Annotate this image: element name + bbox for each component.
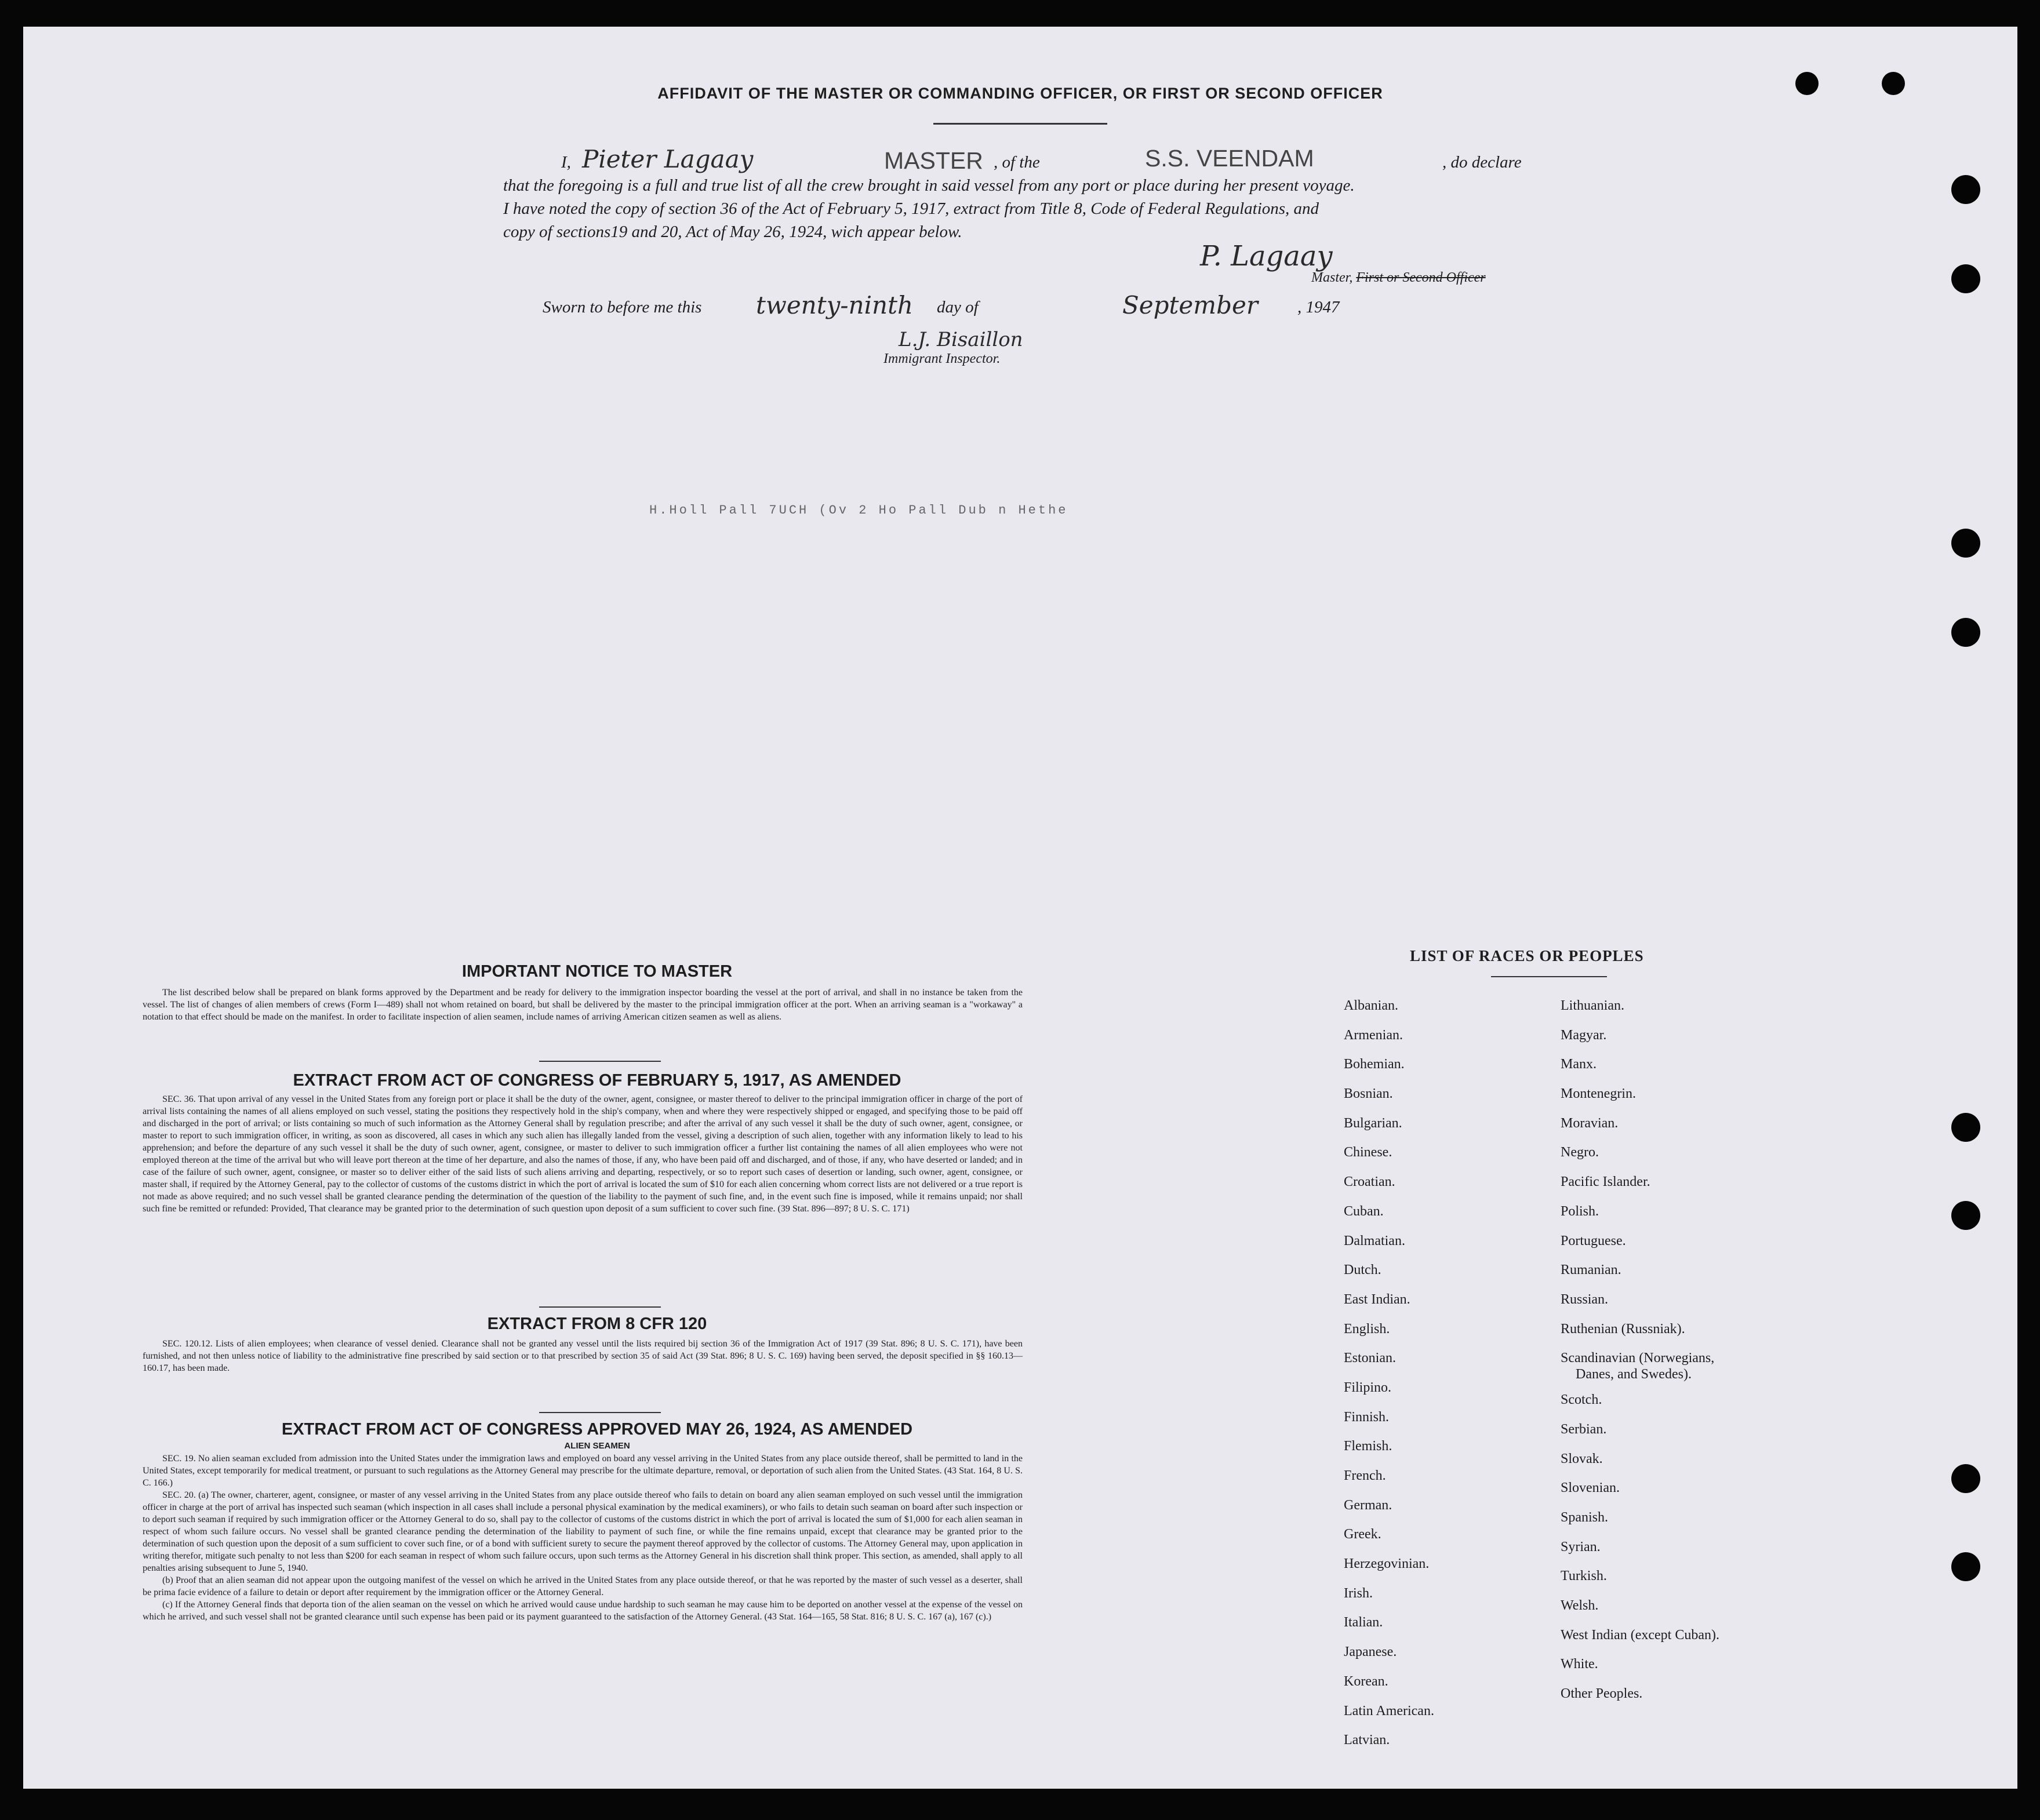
of-the-label: , of the xyxy=(994,153,1040,172)
race-item: Syrian. xyxy=(1561,1539,1601,1555)
day-of-label: day of xyxy=(937,298,979,316)
declaration-prefix: I, xyxy=(561,153,571,172)
race-item: Moravian. xyxy=(1561,1115,1619,1131)
punch-hole-5 xyxy=(1951,529,1980,558)
sworn-year: , 1947 xyxy=(1297,298,1340,316)
race-item: Irish. xyxy=(1344,1585,1373,1601)
declaration-line-2: that the foregoing is a full and true list of all the crew brought in said vessel from any port or place during her present voyage. xyxy=(503,176,1355,195)
race-item: Dalmatian. xyxy=(1344,1233,1405,1248)
race-item: Scandinavian (Norwegians, xyxy=(1561,1351,1715,1366)
race-item: Greek. xyxy=(1344,1527,1381,1542)
race-item: Cuban. xyxy=(1344,1203,1384,1219)
extract-cfr-body xyxy=(143,1338,1023,1374)
race-item: Dutch. xyxy=(1344,1262,1381,1278)
punch-hole-9 xyxy=(1951,1464,1980,1493)
punch-hole-3 xyxy=(1951,175,1980,204)
signer-title-master: Master, xyxy=(1311,270,1353,285)
declaration-line-3: I have noted the copy of section 36 of the Act of February 5, 1917, extract from Title 8, Code of Federal Regulations, and xyxy=(503,199,1319,218)
extract-1924-body xyxy=(143,1453,1023,1623)
section-20a-paragraph: SEC. 20. (a) The owner, charterer, agent, consignee, or master of any vessel arriving in the United States from any place outside thereof who fails to detain on board any alien seaman employed on such vessel until the immigration officer in charge at the port of arrival has inspected such seaman (which inspection in all cases shall include a personal physical examination by the medical examiners), or who fails to detain such seaman on board after such inspection or to deport such seaman if required by such immigration officer or the Attorney General to do so, shall pay to the collector of customs of the customs district in which the port of arrival is located the sum of $1,000 for each alien seaman in respect of whom such failure occurs. No vessel shall be granted clearance pending the determination of the liability to payment of such fine, or while the fine remains unpaid, except that clearance may be granted prior to the determination of such question upon the deposit of a sum sufficient to cover such fine, or of a bond with sufficient surety to secure the payment thereof approved by the collector of customs. The Attorney General may, upon application in writing therefor, mitigate such penalty to not less than $200 for each seaman in respect of whom such failure occurs, upon such terms as the Attorney General in his discretion shall think proper. This section, as amended, shall apply to all penalties arising subsequent to June 5, 1940. xyxy=(143,1490,1023,1573)
races-right-column xyxy=(1561,998,1804,1716)
race-item: Pacific Islander. xyxy=(1561,1174,1650,1190)
section-19-paragraph: SEC. 19. No alien seaman excluded from admission into the United States under the immigration laws and employed on board any vessel arriving in the United States from any place outside thereof, shall be permitted to land in the United States, except temporarily for medical treatment, or pursuant to such regulations as the Attorney General may prescribe for the ultimate departure, removal, or deportation of such alien from the United States. (43 Stat. 164, 8 U. S. C. 166.) xyxy=(143,1454,1023,1488)
punch-hole-6 xyxy=(1951,618,1980,647)
race-item: White. xyxy=(1561,1657,1598,1672)
race-item: Herzegovinian. xyxy=(1344,1556,1430,1572)
extract-1917-body xyxy=(143,1093,1023,1215)
race-item: Italian. xyxy=(1344,1615,1383,1630)
punch-hole-10 xyxy=(1951,1552,1980,1581)
notice-paragraph: The list described below shall be prepared on blank forms approved by the Department and be ready for delivery to the immigration inspector boarding the vessel at the port of arrival, and shall in no instance be taken from the vessel. The list of changes of alien members of crews (Form I—489) shall not whom retained on board, but shall be delivered by the master to the principal immigration officer at the port. When an arriving seaman is a "workaway" a notation to that effect should be made on the manifest. In order to facilitate inspection of alien seamen, include names of arriving American citizen seamen as well as aliens. xyxy=(143,988,1023,1022)
race-item: Other Peoples. xyxy=(1561,1686,1643,1702)
section-20b-paragraph: (b) Proof that an alien seaman did not appear upon the outgoing manifest of the vessel on which he arrived in the United States from any place outside thereof, or that he was reported by the master of such vessel as a deserter, shall be prima facie evidence of a failure to detain or deport after requirement by the immigration officer or the Attorney General. xyxy=(143,1575,1023,1597)
vessel-name-typed: S.S. VEENDAM xyxy=(1145,145,1314,172)
races-title: LIST OF RACES OR PEOPLES xyxy=(1410,947,1644,964)
affidavit-title: AFFIDAVIT OF THE MASTER OR COMMANDING OFFICER, OR FIRST OR SECOND OFFICER xyxy=(657,85,1383,102)
title-rule xyxy=(933,123,1107,125)
race-item: Latvian. xyxy=(1344,1732,1390,1748)
race-item: Bosnian. xyxy=(1344,1086,1393,1102)
sworn-prefix: Sworn to before me this xyxy=(543,298,702,316)
section-120-paragraph: SEC. 120.12. Lists of alien employees; when clearance of vessel denied. Clearance shall not be granted any vessel until the lists required bij section 36 of the Immigration Act of 1917 (39 Stat. 896; 8 U. S. C. 171), have been furnished, and not then unless notice of liability to the administrative fine prescribed by said section or to that prescribed by section 35 of said Act (39 Stat. 896; 8 U. S. C. 169) having been served, the deposit specified in §§ 160.13—160.17, has been made. xyxy=(143,1339,1023,1373)
notice-title: IMPORTANT NOTICE TO MASTER xyxy=(461,962,733,981)
race-item: Korean. xyxy=(1344,1673,1388,1689)
race-item: Russian. xyxy=(1561,1291,1609,1307)
race-item: Turkish. xyxy=(1561,1568,1607,1584)
do-declare-label: , do declare xyxy=(1442,153,1522,172)
punch-hole-8 xyxy=(1951,1201,1980,1230)
document-page xyxy=(23,27,2017,1789)
race-item: Latin American. xyxy=(1344,1703,1434,1719)
race-item: Welsh. xyxy=(1561,1598,1599,1614)
race-item: French. xyxy=(1344,1468,1386,1483)
extract-1917-rule xyxy=(539,1306,661,1308)
master-name: Pieter Lagaay xyxy=(582,145,754,173)
race-item: Magyar. xyxy=(1561,1027,1607,1043)
punch-hole-7 xyxy=(1951,1113,1980,1142)
rank-typed: MASTER xyxy=(884,147,983,174)
inspector-signature: L.J. Bisaillon xyxy=(899,328,1023,351)
races-left-column xyxy=(1344,998,1529,1762)
race-item: Montenegrin. xyxy=(1561,1086,1636,1102)
race-item: Chinese. xyxy=(1344,1145,1392,1160)
race-item: Spanish. xyxy=(1561,1510,1609,1525)
race-item: Ruthenian (Russniak). xyxy=(1561,1321,1685,1337)
declaration-line-4: copy of sections19 and 20, Act of May 26, 1924, wich appear below. xyxy=(503,223,962,241)
sworn-day: twenty-ninth xyxy=(756,291,913,319)
race-item: German. xyxy=(1344,1497,1392,1513)
punch-hole-4 xyxy=(1951,264,1980,293)
race-item: Scotch. xyxy=(1561,1392,1602,1408)
race-item: West Indian (except Cuban). xyxy=(1561,1627,1719,1643)
sworn-month: September xyxy=(1122,291,1258,319)
race-item: Negro. xyxy=(1561,1145,1599,1160)
sworn-line xyxy=(543,291,1412,332)
notice-body xyxy=(143,987,1023,1023)
races-rule xyxy=(1491,976,1607,977)
race-item: Flemish. xyxy=(1344,1439,1392,1454)
race-item: Finnish. xyxy=(1344,1409,1390,1425)
race-item: Slovenian. xyxy=(1561,1480,1620,1496)
section-36-paragraph: SEC. 36. That upon arrival of any vessel in the United States from any foreign port or place it shall be the duty of the owner, agent, consignee, or master thereof to deliver to the principal immigration officer in charge of the port of arrival lists containing the names of all aliens employed on such vessel, stating the positions they respectively hold in the ship's company, when and where they were respectively shipped or engaged, and specifying those to be paid off and discharged in the port of arrival; or lists containing so much of such information as the Attorney General shall by regulation prescribe; and after the arrival of any such vessel it shall be the duty of such owner, agent, consignee, or master to report to such immigration officer, in writing, as soon as discovered, all cases in which any such alien has illegally landed from the vessel, giving a description of such alien, together with any information likely to lead to his apprehension; and before the departure of any such vessel it shall be the duty of such owner, agent, consignee, or master to deliver to such immigration officer a further list containing the names of all alien employees who were not employed thereon at the time of the arrival but who will leave port thereon at the time of her departure, and also the names of those, if any, who have been paid off and discharged, and of those, if any, who have deserted or landed; and in case of the failure of such owner, agent, consignee, or master so to deliver either of the said lists of such aliens arriving and departing, respectively, or so to report such cases of desertion or landing, such owner, agent, consignee, or master shall, if required by the Attorney General, pay to the collector of customs of the customs district in which the port of arrival is located the sum of $10 for each alien concerning whom correct lists are not delivered or a true report is not made as above required; and no such vessel shall be granted clearance pending the determination of the question of the liability to the payment of such fine, and, in the event such fine is imposed, while it remains unpaid; nor shall such fine be remitted or refunded: Provided, That clearance may be granted prior to the determination of such question upon deposit of a sum sufficient to cover such fine. (39 Stat. 896—897; 8 U. S. C. 171) xyxy=(143,1094,1023,1214)
race-item: Bohemian. xyxy=(1344,1057,1405,1072)
race-item: Estonian. xyxy=(1344,1351,1396,1366)
race-item: English. xyxy=(1344,1321,1390,1337)
master-signature: P. Lagaay xyxy=(1200,240,1333,272)
inspector-title: Immigrant Inspector. xyxy=(883,351,1001,366)
section-20c-paragraph: (c) If the Attorney General finds that deporta tion of the alien seaman on the vessel on which he arrived would cause undue hardship to such seaman he may cause him to be deported on another vessel at the expense of the vessel on which he arrived, and such vessel shall not be granted clearance until such expense has been paid or its payment guaranteed to the satisfaction of the Attorney General. (43 Stat. 164—165, 58 Stat. 816; 8 U. S. C. 167 (a), 167 (c).) xyxy=(143,1600,1023,1622)
race-item: East Indian. xyxy=(1344,1291,1410,1307)
faint-bleed-text: H.Holl Pall 7UCH (Ov 2 Ho Pall Dub n Hethe xyxy=(649,503,1068,518)
race-item: Filipino. xyxy=(1344,1379,1392,1395)
race-item: Portuguese. xyxy=(1561,1233,1626,1248)
race-item: Japanese. xyxy=(1344,1644,1397,1660)
notice-rule xyxy=(539,1061,661,1062)
race-item: Albanian. xyxy=(1344,998,1398,1013)
extract-cfr-title: EXTRACT FROM 8 CFR 120 xyxy=(487,1315,707,1333)
extract-1924-title: EXTRACT FROM ACT OF CONGRESS APPROVED MAY 26, 1924, AS AMENDED xyxy=(281,1420,913,1439)
race-item: Rumanian. xyxy=(1561,1262,1621,1278)
race-item: Lithuanian. xyxy=(1561,998,1624,1013)
extract-1917-title: EXTRACT FROM ACT OF CONGRESS OF FEBRUARY 5, 1917, AS AMENDED xyxy=(293,1071,901,1090)
race-item: Slovak. xyxy=(1561,1451,1603,1466)
race-item: Serbian. xyxy=(1561,1421,1607,1437)
signer-title-struck: First or Second Officer xyxy=(1356,270,1486,285)
race-item: Manx. xyxy=(1561,1057,1597,1072)
extract-1924-subtitle: ALIEN SEAMEN xyxy=(564,1441,630,1451)
race-item: Danes, and Swedes). xyxy=(1576,1367,1692,1382)
signer-title xyxy=(1311,270,1486,286)
race-item: Bulgarian. xyxy=(1344,1115,1402,1131)
race-item: Croatian. xyxy=(1344,1174,1395,1190)
extract-cfr-rule xyxy=(539,1412,661,1413)
race-item: Polish. xyxy=(1561,1203,1599,1219)
race-item: Armenian. xyxy=(1344,1027,1403,1043)
